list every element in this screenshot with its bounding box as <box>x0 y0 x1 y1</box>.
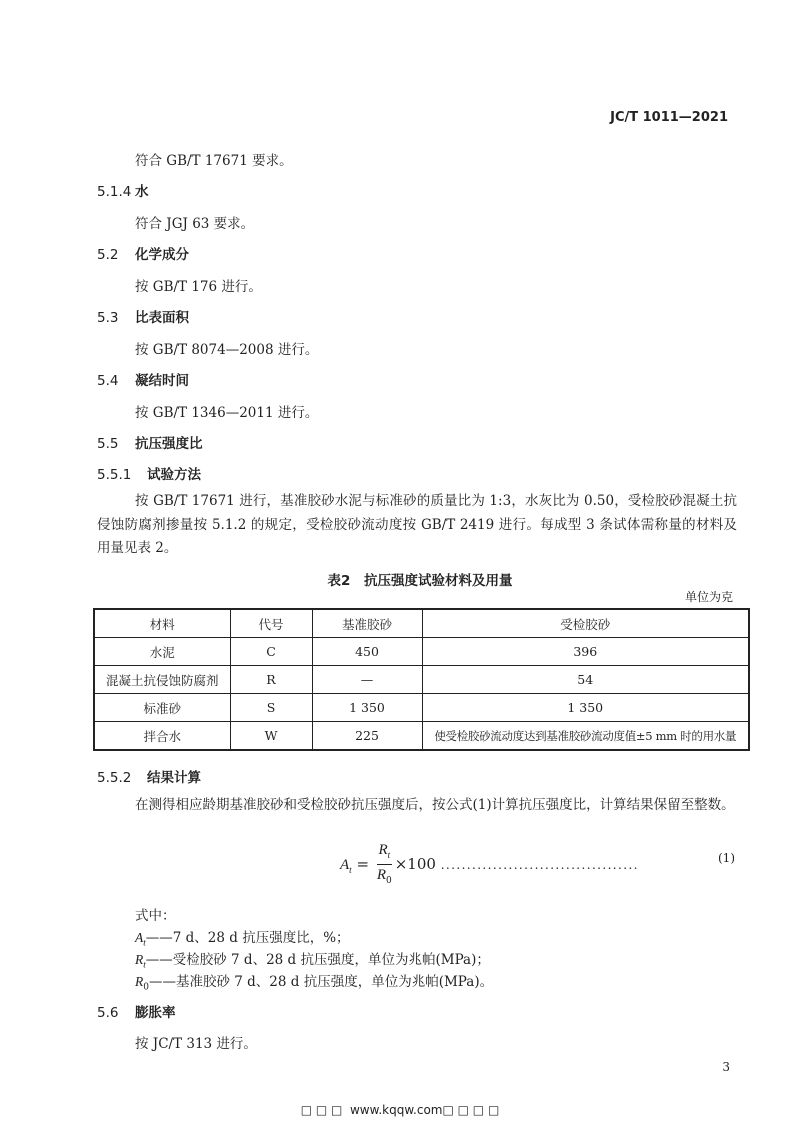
table-cell: S <box>230 694 312 722</box>
section-title: 膨胀率 <box>135 1005 176 1021</box>
formula-multiplier: ×100 <box>394 855 436 873</box>
table-cell: 标准砂 <box>94 694 230 722</box>
section-title: 试验方法 <box>147 467 201 483</box>
formula-1 <box>340 840 639 890</box>
section-heading-5-2 <box>97 243 189 263</box>
body-text: 按 GB/T 8074—2008 进行。 <box>135 342 319 358</box>
body-text: 按 GB/T 1346—2011 进行。 <box>135 405 319 421</box>
table-cell: 水泥 <box>94 638 230 666</box>
table-cell: 混凝土抗侵蚀防腐剂 <box>94 666 230 694</box>
section-number: 5.3 <box>97 310 119 326</box>
table-cell: 54 <box>422 666 749 694</box>
where-item: $R_t——$受检胶砂 7 d、28 d 抗压强度，单位为兆帕(MPa)； <box>135 952 490 970</box>
header-cell: 材料 <box>94 609 230 638</box>
table-cell: — <box>312 666 422 694</box>
formula-fraction <box>377 840 392 890</box>
where-item: $A_t——7$ d、28 d 抗压强度比，%； <box>135 930 350 948</box>
section-heading-5-3 <box>97 306 189 326</box>
body-text: 符合 JGJ 63 要求。 <box>135 216 255 232</box>
table-row <box>94 638 749 666</box>
section-title: 水 <box>135 184 149 200</box>
section-heading-5-5 <box>97 432 203 452</box>
doc-code-header: JC/T 1011—2021 <box>610 110 728 125</box>
table-cell: 1 350 <box>312 694 422 722</box>
section-heading-5-5-2 <box>97 766 201 786</box>
formula-number: (1) <box>718 851 735 865</box>
table-cell: W <box>230 722 312 751</box>
paragraph-result-calculation: 在测得相应龄期基准胶砂和受检胶砂抗压强度后，按公式(1)计算抗压强度比，计算结果保留至整数。 <box>135 797 735 813</box>
section-title: 化学成分 <box>135 247 189 263</box>
section-title: 凝结时间 <box>135 373 189 389</box>
fraction-numerator: $R_t$ <box>377 840 392 865</box>
body-text: 按 GB/T 176 进行。 <box>135 279 262 295</box>
section-number: 5.1.4 <box>97 184 132 200</box>
table-header-row <box>94 609 749 638</box>
header-cell: 基准胶砂 <box>312 609 422 638</box>
table-title: 表2 抗压强度试验材料及用量 <box>327 573 513 589</box>
paragraph-test-method: 按 GB/T 17671 进行，基准胶砂水泥与标准砂的质量比为 1:3，水灰比为 0.50，受检胶砂混凝土抗侵蚀防腐剂掺量按 5.1.2 的规定，受检胶砂流动度按 GB/T 2419 进行。每成型 3 条试体需称量的材料及用量见表 2。 <box>97 493 737 556</box>
section-title: 比表面积 <box>135 310 189 326</box>
footer-watermark: □ □ □ www.kqqw.com□ □ □ □ <box>300 1103 500 1117</box>
section-number: 5.4 <box>97 373 119 389</box>
formula-leader-dots: ...................................... <box>440 858 639 872</box>
section-number: 5.2 <box>97 247 119 263</box>
table-cell: 225 <box>312 722 422 751</box>
section-heading-5-5-1 <box>97 463 201 483</box>
table-cell: 拌合水 <box>94 722 230 751</box>
body-text: 符合 GB/T 17671 要求。 <box>135 153 293 169</box>
where-intro: 式中： <box>135 908 176 924</box>
table-unit: 单位为克 <box>684 590 733 604</box>
table-cell: R <box>230 666 312 694</box>
page-number: 3 <box>722 1060 730 1074</box>
section-title: 结果计算 <box>147 770 201 786</box>
where-item: $R_0——$基准胶砂 7 d、28 d 抗压强度，单位为兆帕(MPa)。 <box>135 974 494 993</box>
table-row <box>94 666 749 694</box>
section-number: 5.5.2 <box>97 770 132 786</box>
table-cell: 使受检胶砂流动度达到基准胶砂流动度值±5 mm 时的用水量 <box>422 722 749 751</box>
section-heading-5-1-4 <box>97 180 149 200</box>
header-cell: 代号 <box>230 609 312 638</box>
fraction-denominator: $R_0$ <box>376 867 392 886</box>
table-cell: 1 350 <box>422 694 749 722</box>
header-cell: 受检胶砂 <box>422 609 749 638</box>
body-text: 按 JC/T 313 进行。 <box>135 1036 257 1052</box>
section-heading-5-6 <box>97 1001 176 1021</box>
table-cell: 396 <box>422 638 749 666</box>
section-number: 5.6 <box>97 1005 119 1021</box>
table-cell: C <box>230 638 312 666</box>
section-number: 5.5 <box>97 436 119 452</box>
materials-table <box>93 608 750 751</box>
table-row <box>94 694 749 722</box>
section-number: 5.5.1 <box>97 467 132 483</box>
table-row <box>94 722 749 751</box>
section-title: 抗压强度比 <box>135 436 203 452</box>
formula-lhs-sub: t <box>349 865 352 875</box>
equals-sign: = <box>356 855 370 873</box>
section-heading-5-4 <box>97 369 189 389</box>
table-cell: 450 <box>312 638 422 666</box>
formula-lhs: A <box>340 857 350 873</box>
